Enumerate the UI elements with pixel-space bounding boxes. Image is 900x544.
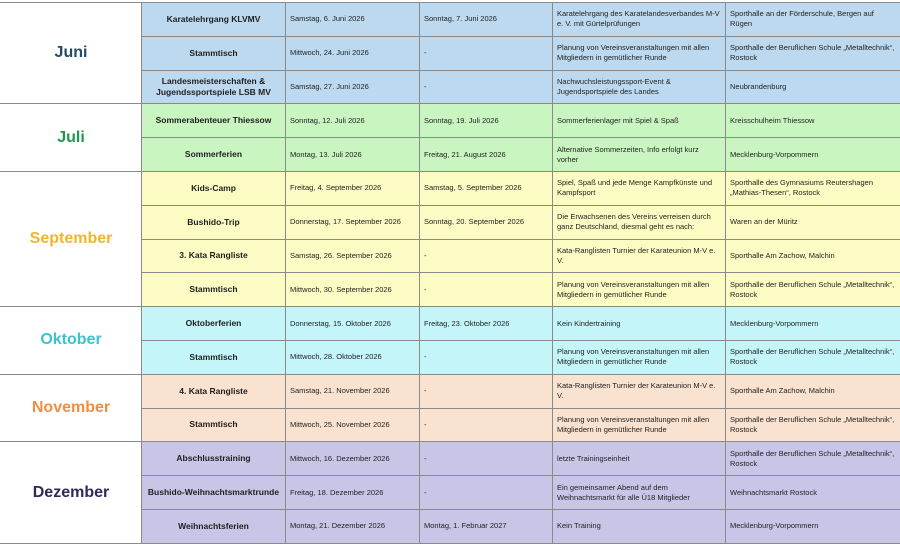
start-date: Freitag, 4. September 2026 [286, 171, 420, 205]
description: Kata-Ranglisten Turnier der Karateunion M-V e. V. [553, 374, 726, 408]
month-label-dezember: Dezember [1, 442, 142, 543]
event-name: Abschlusstraining [142, 442, 286, 476]
location: Sporthalle des Gymnasiums Reutershagen „Mathias-Thesen“, Rostock [726, 171, 900, 205]
end-date: Samstag, 5. September 2026 [420, 171, 553, 205]
table-row [1, 3, 900, 37]
location: Weihnachtsmarkt Rostock [726, 476, 900, 510]
location: Sporthalle Am Zachow, Malchin [726, 374, 900, 408]
events-table [0, 2, 900, 544]
event-name: Stammtisch [142, 408, 286, 442]
description: Planung von Vereinsveranstaltungen mit allen Mitgliedern in gemütlicher Runde [553, 340, 726, 374]
start-date: Donnerstag, 15. Oktober 2026 [286, 307, 420, 341]
end-date: - [420, 442, 553, 476]
start-date: Montag, 13. Juli 2026 [286, 138, 420, 172]
start-date: Mittwoch, 30. September 2026 [286, 273, 420, 307]
description: letzte Trainingseinheit [553, 442, 726, 476]
table-row [1, 104, 900, 138]
event-name: Bushido-Trip [142, 205, 286, 239]
location: Sporthalle der Beruflichen Schule „Metalltechnik“, Rostock [726, 36, 900, 70]
event-name: Sommerferien [142, 138, 286, 172]
description: Spiel, Spaß und jede Menge Kampfkünste und Kampfsport [553, 171, 726, 205]
table-row [1, 307, 900, 341]
description: Nachwuchsleistungssport-Event & Jugendsportspiele des Landes [553, 70, 726, 104]
description: Planung von Vereinsveranstaltungen mit allen Mitgliedern in gemütlicher Runde [553, 36, 726, 70]
start-date: Samstag, 21. November 2026 [286, 374, 420, 408]
description: Kata-Ranglisten Turnier der Karateunion M-V e. V. [553, 239, 726, 273]
event-name: Oktoberferien [142, 307, 286, 341]
description: Sommerferienlager mit Spiel & Spaß [553, 104, 726, 138]
description: Kein Kindertraining [553, 307, 726, 341]
event-name: Sommerabenteuer Thiessow [142, 104, 286, 138]
location: Sporthalle der Beruflichen Schule „Metalltechnik“, Rostock [726, 408, 900, 442]
start-date: Samstag, 6. Juni 2026 [286, 3, 420, 37]
end-date: - [420, 476, 553, 510]
event-name: Stammtisch [142, 36, 286, 70]
event-name: 4. Kata Rangliste [142, 374, 286, 408]
start-date: Mittwoch, 24. Juni 2026 [286, 36, 420, 70]
month-label-juli: Juli [1, 104, 142, 172]
location: Mecklenburg-Vorpommern [726, 138, 900, 172]
end-date: - [420, 239, 553, 273]
end-date: - [420, 374, 553, 408]
end-date: Freitag, 23. Oktober 2026 [420, 307, 553, 341]
start-date: Samstag, 26. September 2026 [286, 239, 420, 273]
start-date: Montag, 21. Dezember 2026 [286, 509, 420, 543]
event-name: Stammtisch [142, 340, 286, 374]
month-label-september: September [1, 171, 142, 306]
description: Planung von Vereinsveranstaltungen mit allen Mitgliedern in gemütlicher Runde [553, 408, 726, 442]
end-date: - [420, 340, 553, 374]
description: Planung von Vereinsveranstaltungen mit allen Mitgliedern in gemütlicher Runde [553, 273, 726, 307]
event-name: Landesmeisterschaften & Jugendssportspiele LSB MV [142, 70, 286, 104]
event-name: Stammtisch [142, 273, 286, 307]
end-date: - [420, 70, 553, 104]
location: Sporthalle der Beruflichen Schule „Metalltechnik“, Rostock [726, 442, 900, 476]
event-name: 3. Kata Rangliste [142, 239, 286, 273]
location: Mecklenburg-Vorpommern [726, 307, 900, 341]
month-label-november: November [1, 374, 142, 442]
description: Alternative Sommerzeiten, Info erfolgt kurz vorher [553, 138, 726, 172]
event-name: Kids-Camp [142, 171, 286, 205]
description: Die Erwachsenen des Vereins verreisen durch ganz Deutschland, diesmal geht es nach: [553, 205, 726, 239]
location: Sporthalle der Beruflichen Schule „Metalltechnik“, Rostock [726, 340, 900, 374]
description: Kein Training [553, 509, 726, 543]
start-date: Freitag, 18. Dezember 2026 [286, 476, 420, 510]
end-date: - [420, 36, 553, 70]
location: Neubrandenburg [726, 70, 900, 104]
start-date: Sonntag, 12. Juli 2026 [286, 104, 420, 138]
location: Sporthalle der Beruflichen Schule „Metalltechnik“, Rostock [726, 273, 900, 307]
end-date: Montag, 1. Februar 2027 [420, 509, 553, 543]
start-date: Mittwoch, 16. Dezember 2026 [286, 442, 420, 476]
end-date: Freitag, 21. August 2026 [420, 138, 553, 172]
event-name: Karatelehrgang KLVMV [142, 3, 286, 37]
end-date: Sonntag, 7. Juni 2026 [420, 3, 553, 37]
start-date: Donnerstag, 17. September 2026 [286, 205, 420, 239]
location: Sporthalle Am Zachow, Malchin [726, 239, 900, 273]
month-label-juni: Juni [1, 3, 142, 104]
table-row [1, 442, 900, 476]
end-date: - [420, 273, 553, 307]
location: Waren an der Müritz [726, 205, 900, 239]
end-date: Sonntag, 19. Juli 2026 [420, 104, 553, 138]
description: Ein gemeinsamer Abend auf dem Weihnachtsmarkt für alle Ü18 Mitglieder [553, 476, 726, 510]
location: Mecklenburg-Vorpommern [726, 509, 900, 543]
event-name: Bushido-Weihnachtsmarktrunde [142, 476, 286, 510]
month-label-oktober: Oktober [1, 307, 142, 375]
end-date: - [420, 408, 553, 442]
description: Karatelehrgang des Karatelandesverbandes M-V e. V. mit Gürtelprüfungen [553, 3, 726, 37]
table-row [1, 171, 900, 205]
location: Sporthalle an der Förderschule, Bergen auf Rügen [726, 3, 900, 37]
start-date: Mittwoch, 25. November 2026 [286, 408, 420, 442]
start-date: Mittwoch, 28. Oktober 2026 [286, 340, 420, 374]
location: Kreisschulheim Thiessow [726, 104, 900, 138]
table-row [1, 374, 900, 408]
event-name: Weihnachtsferien [142, 509, 286, 543]
start-date: Samstag, 27. Juni 2026 [286, 70, 420, 104]
end-date: Sonntag, 20. September 2026 [420, 205, 553, 239]
